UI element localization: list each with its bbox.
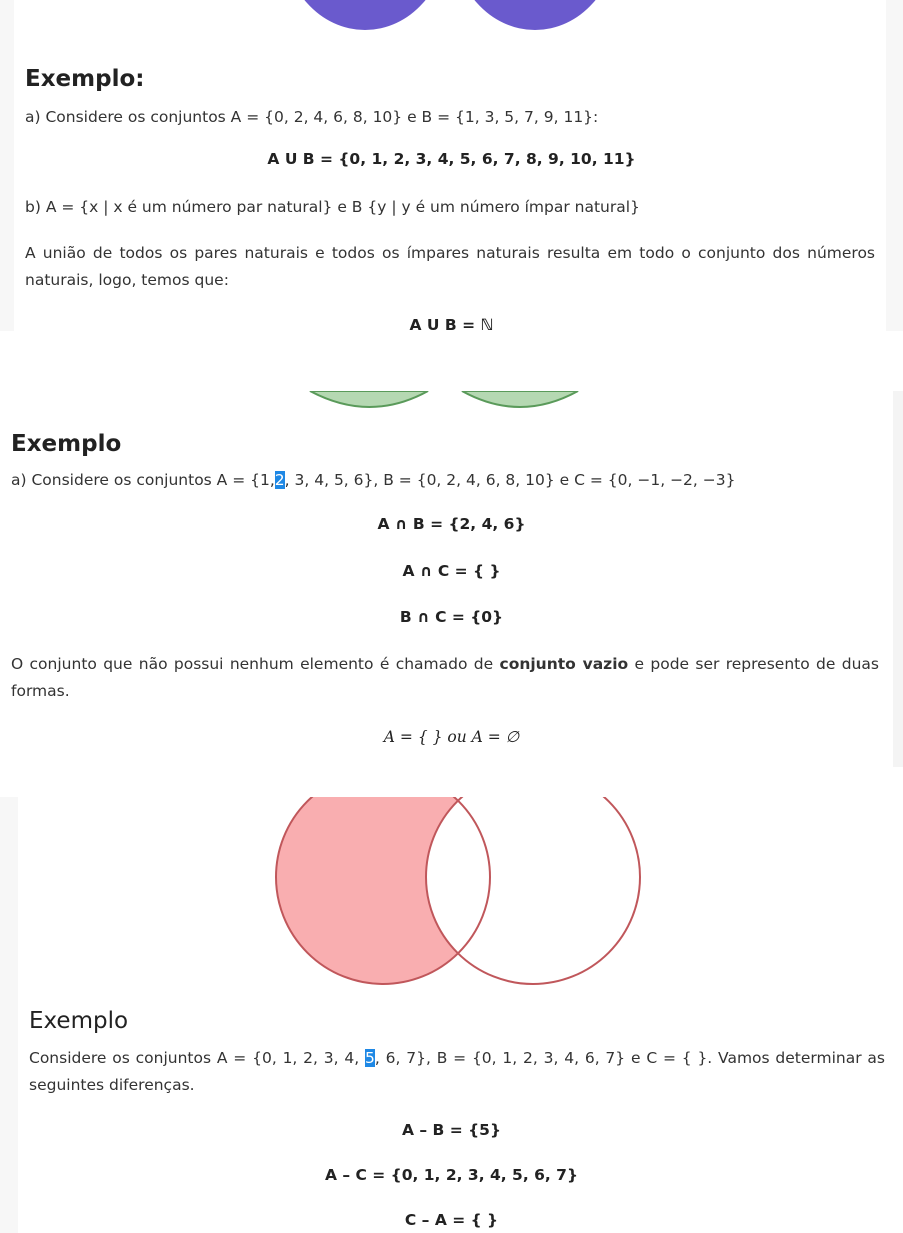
- intersection-result-1: A ∩ B = {2, 4, 6}: [377, 515, 526, 533]
- difference-example-heading: Exemplo: [29, 1008, 129, 1034]
- difference-result-2: A – C = {0, 1, 2, 3, 4, 5, 6, 7}: [324, 1166, 579, 1184]
- union-venn-diagram: [270, 0, 630, 34]
- intersection-result-2: A ∩ C = { }: [402, 562, 501, 580]
- union-result-a: A U B = {0, 1, 2, 3, 4, 5, 6, 7, 8, 9, 10, 11}: [267, 150, 636, 168]
- empty-set-text-suffix: e pode ser represento de duas formas.: [11, 655, 879, 700]
- difference-result-3: C – A = { }: [404, 1211, 499, 1229]
- intersection-item-a-prefix: a) Considere os conjuntos A = {1,: [11, 471, 275, 489]
- difference-intro-prefix: Considere os conjuntos A = {0, 1, 2, 3, 4,: [29, 1049, 365, 1067]
- venn-intersection-region: [426, 797, 640, 984]
- intersection-item-a-suffix: , 3, 4, 5, 6}, B = {0, 2, 4, 6, 8, 10} e C = {0, −1, −2, −3}: [284, 471, 736, 489]
- intersection-item-a: [11, 467, 735, 494]
- venn-set-b-arc: [462, 391, 578, 407]
- union-explanation: A união de todos os pares naturais e todos os ímpares naturais resulta em todo o conjunto dos números naturais, logo, temos que:: [25, 244, 875, 289]
- venn-set-a-arc: [310, 391, 428, 407]
- union-result-b: A U B = ℕ: [409, 316, 494, 331]
- union-item-a: a) Considere os conjuntos A = {0, 2, 4, 6, 8, 10} e B = {1, 3, 5, 7, 9, 11}:: [25, 108, 599, 126]
- difference-result-1: A – B = {5}: [402, 1121, 501, 1139]
- union-example-panel: [0, 0, 903, 331]
- empty-set-paragraph: [11, 651, 879, 705]
- selected-text[interactable]: 5: [365, 1049, 375, 1067]
- intersection-result-3: B ∩ C = {0}: [399, 608, 504, 626]
- difference-intro-suffix: , 6, 7}, B = {0, 1, 2, 3, 4, 6, 7} e C = { }. Vamos determinar as seguintes diferenças.: [29, 1049, 885, 1094]
- venn-set-b-circle: [453, 0, 617, 30]
- empty-set-term: conjunto vazio: [499, 655, 629, 673]
- difference-example-panel: [0, 797, 903, 1233]
- intersection-example-heading: Exemplo: [11, 431, 122, 457]
- empty-set-notation: A = { } ou A = ∅: [383, 728, 520, 746]
- union-example-heading: Exemplo:: [25, 66, 145, 92]
- selected-text[interactable]: 2: [274, 471, 285, 489]
- intersection-example-panel: [0, 391, 903, 767]
- intersection-venn-diagram: [300, 391, 590, 411]
- difference-venn-diagram: [270, 797, 650, 987]
- venn-set-a-circle: [283, 0, 447, 30]
- union-item-b: b) A = {x | x é um número par natural} e B {y | y é um número ímpar natural}: [25, 198, 640, 216]
- empty-set-text-prefix: O conjunto que não possui nenhum elemento é chamado de: [11, 655, 500, 673]
- difference-intro: [29, 1045, 885, 1099]
